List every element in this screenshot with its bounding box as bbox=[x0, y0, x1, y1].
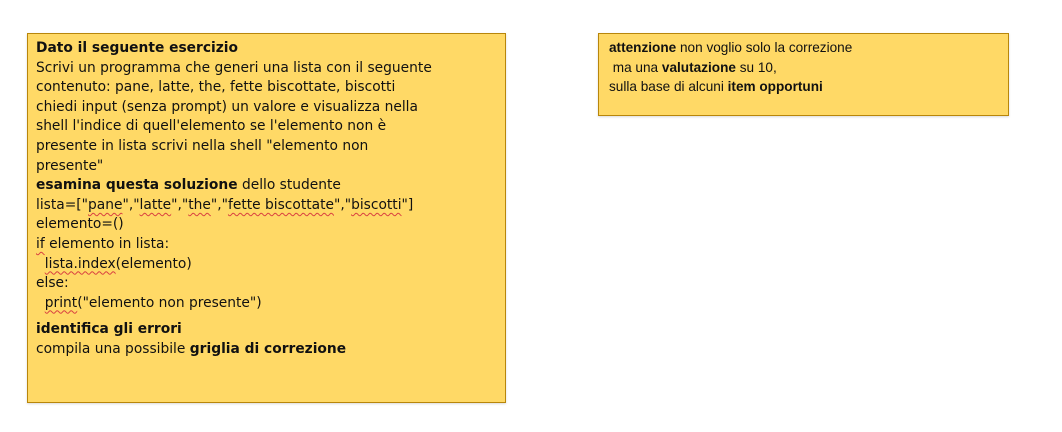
errors-heading: identifica gli errori bbox=[36, 321, 182, 338]
prompt-line: shell l'indice di quell'elemento se l'elemento non è bbox=[36, 118, 387, 135]
paragraph-spacer bbox=[36, 313, 497, 320]
code-line-list: lista=["pane","latte","the","fette biscottate","biscotti"] bbox=[36, 196, 414, 213]
code-line-index: lista.index(elemento) bbox=[44, 255, 192, 272]
prompt-line: presente in lista scrivi nella shell "elemento non bbox=[36, 137, 369, 154]
code-line-print: print("elemento non presente") bbox=[44, 294, 262, 311]
grid-instruction: compila una possibile griglia di correzione bbox=[36, 340, 347, 357]
exercise-heading: Dato il seguente esercizio bbox=[36, 40, 238, 56]
prompt-line: Scrivi un programma che generi una lista con il seguente bbox=[36, 59, 432, 76]
solution-intro: esamina questa soluzione dello studente bbox=[36, 177, 341, 194]
instruction-line: attenzione non voglio solo la correzione bbox=[609, 40, 853, 55]
prompt-line: presente" bbox=[36, 157, 104, 174]
code-line-else: else: bbox=[36, 275, 69, 292]
instruction-line: sulla base di alcuni item opportuni bbox=[609, 79, 823, 94]
code-line-input: elemento=() bbox=[36, 216, 124, 233]
prompt-line: chiedi input (senza prompt) un valore e visualizza nella bbox=[36, 98, 418, 115]
exercise-sticky-note[interactable] bbox=[27, 33, 506, 403]
instruction-sticky-note[interactable] bbox=[598, 33, 1009, 116]
code-line-if: if elemento in lista: bbox=[36, 235, 170, 252]
prompt-line: contenuto: pane, latte, the, fette biscottate, biscotti bbox=[36, 79, 396, 96]
instruction-line: ma una valutazione su 10, bbox=[609, 59, 777, 75]
